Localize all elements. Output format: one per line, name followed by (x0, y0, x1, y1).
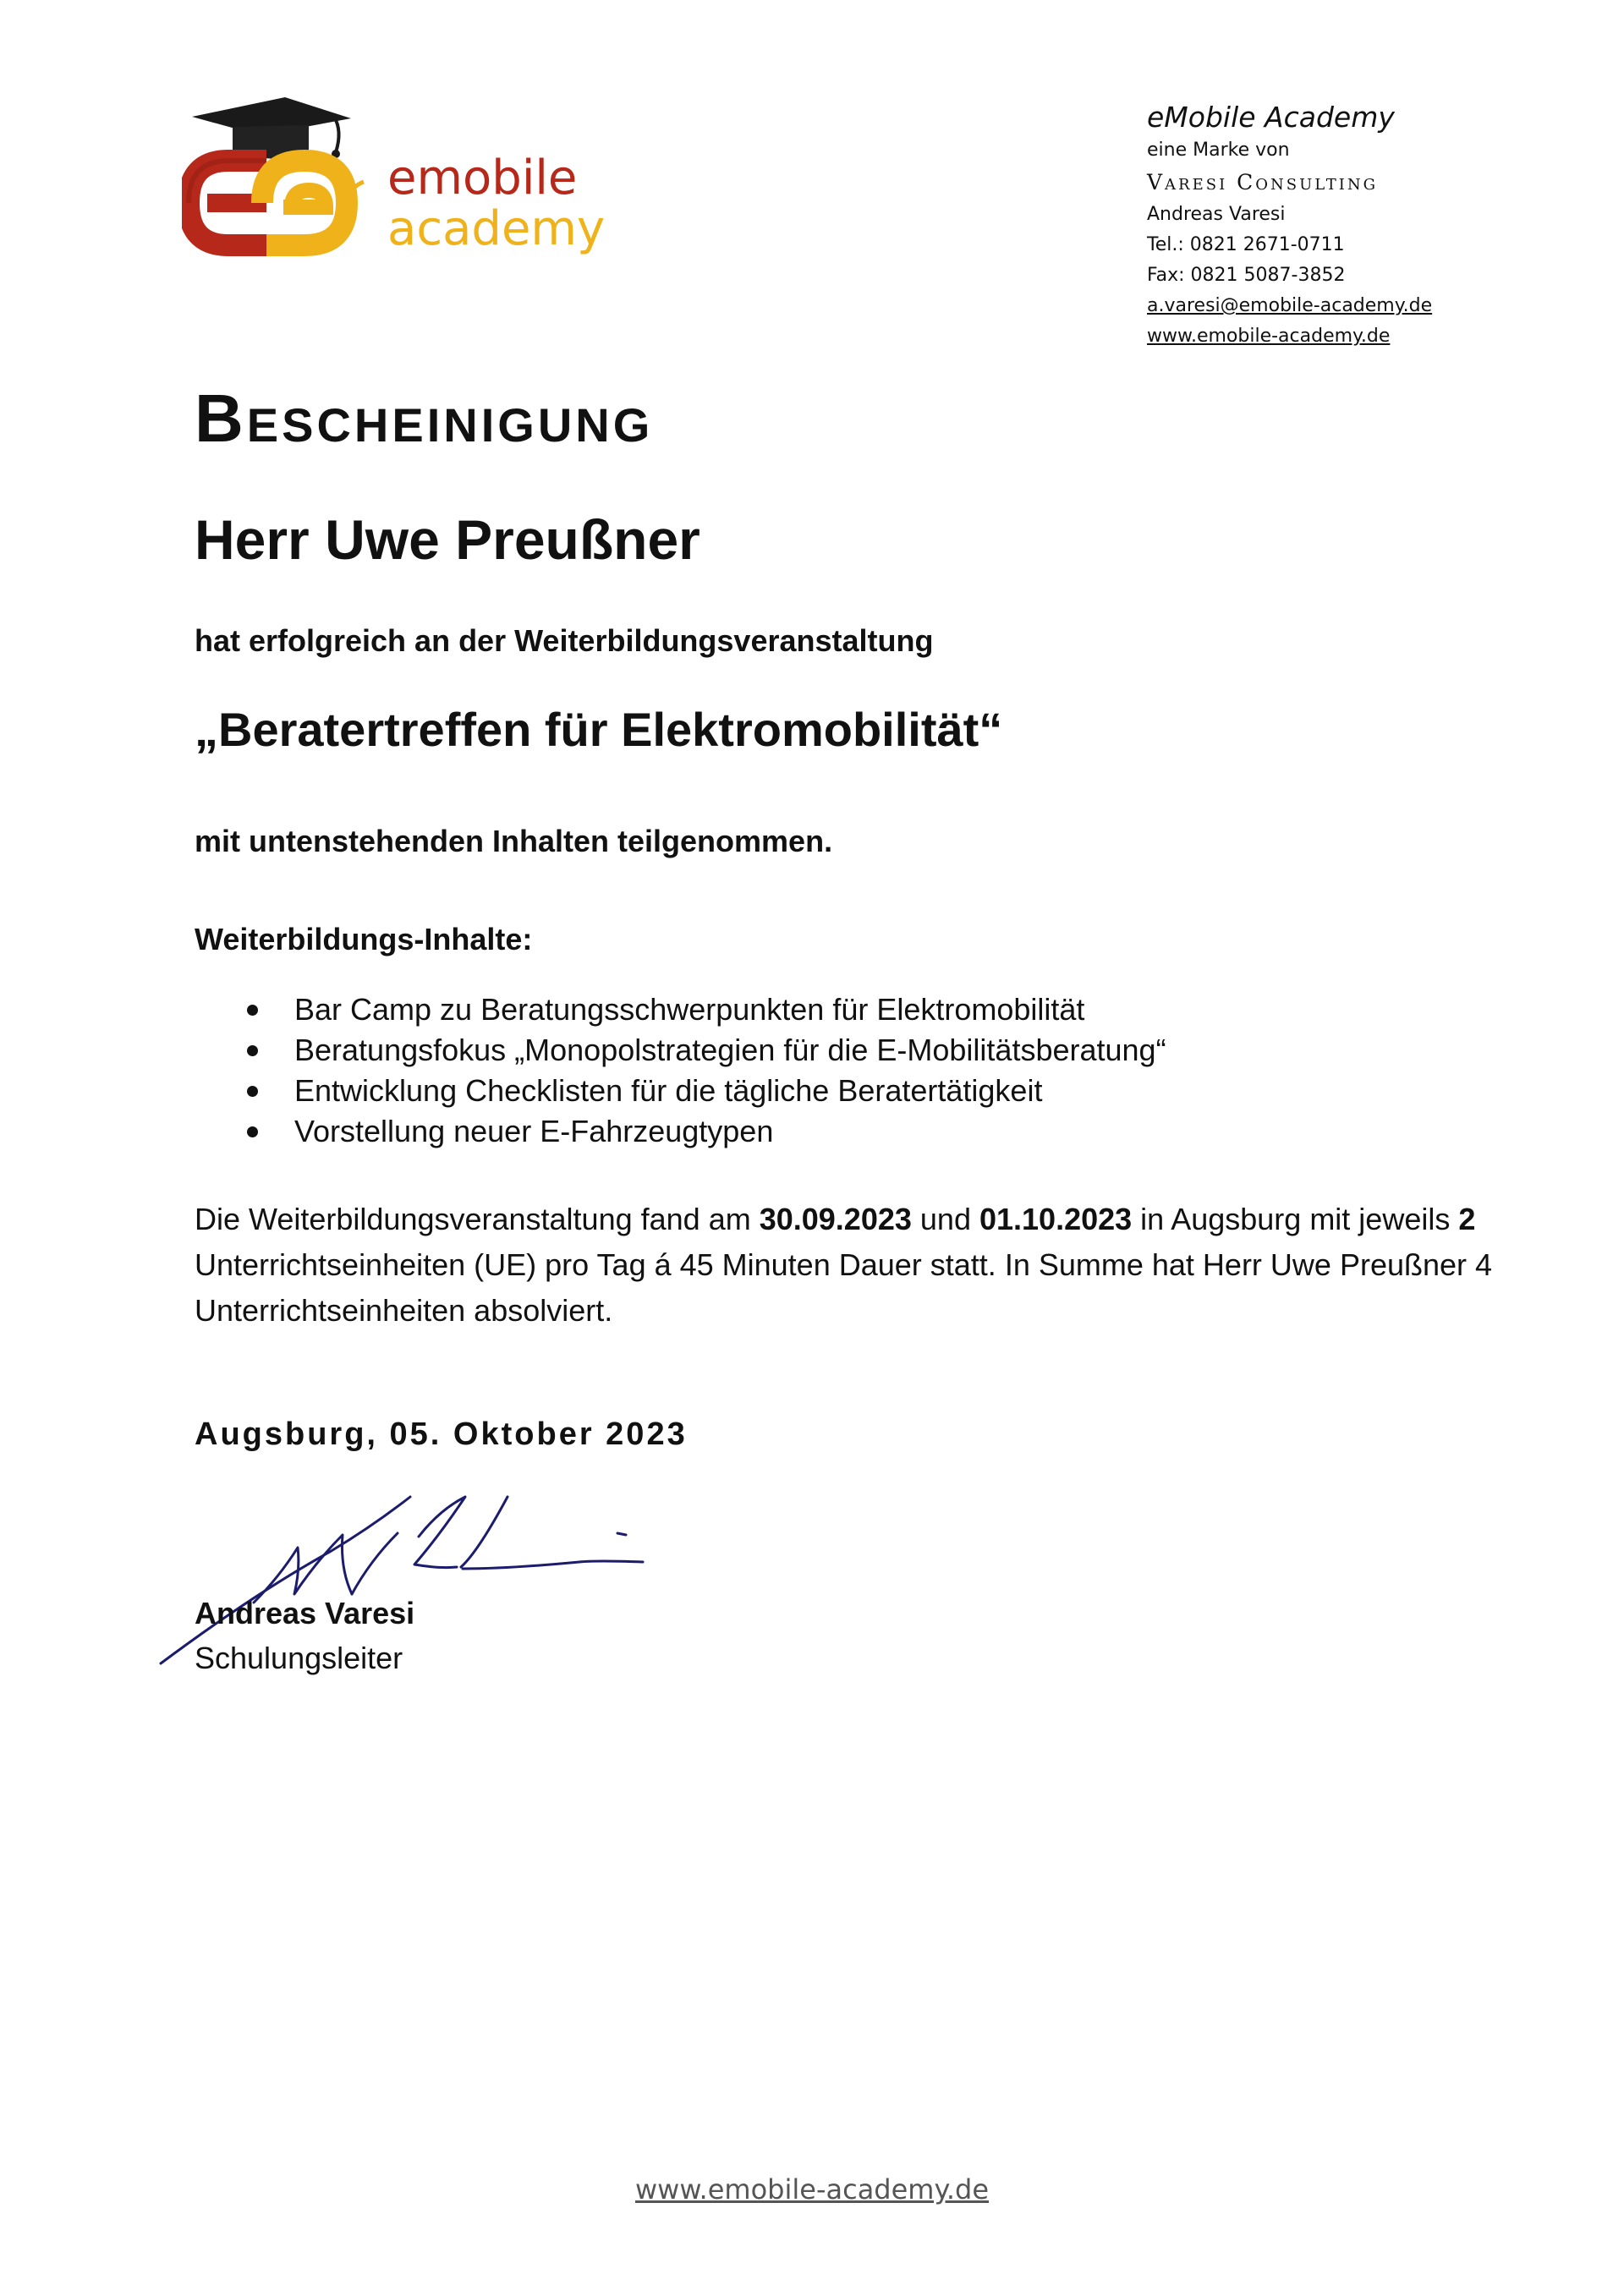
contents-list (195, 989, 1548, 1152)
intro-text: hat erfolgreich an der Weiterbildungsveranstaltung (195, 623, 934, 658)
sender-website-link[interactable]: www.emobile-academy.de (1147, 326, 1391, 347)
sender-brand: eMobile Academy (1147, 101, 1395, 134)
list-item: Entwicklung Checklisten für die tägliche Beratertätigkeit (195, 1071, 1548, 1111)
summary-date-2: 01.10.2023 (979, 1202, 1133, 1236)
graduation-cap-icon (192, 97, 351, 159)
sender-address-block (1147, 100, 1587, 352)
event-title: „Beratertreffen für Elektromobilität“ (195, 703, 1003, 756)
list-item: Bar Camp zu Beratungsschwerpunkten für Elektromobilität (195, 989, 1548, 1030)
sender-email-link[interactable]: a.varesi@emobile-academy.de (1147, 295, 1433, 316)
signature-image (152, 1467, 660, 1670)
signer-role: Schulungsleiter (195, 1641, 403, 1675)
summary-paragraph (195, 1197, 1506, 1334)
footer-website-link[interactable]: www.emobile-academy.de (634, 2173, 990, 2206)
summary-text: und (911, 1202, 979, 1236)
logo-line-academy: academy (387, 201, 606, 256)
recipient-name: Herr Uwe Preußner (195, 508, 700, 571)
list-item: Vorstellung neuer E-Fahrzeugtypen (195, 1111, 1548, 1152)
footer (0, 2173, 1624, 2206)
summary-text: Unterrichtseinheiten (UE) pro Tag á 45 Minuten Dauer statt. In Summe hat Herr Uwe Preußner 4 Unterrichtseinheiten absolviert. (195, 1247, 1493, 1328)
summary-date-1: 30.09.2023 (759, 1202, 912, 1236)
summary-units-per-day: 2 (1458, 1202, 1476, 1236)
place-and-date: Augsburg, 05. Oktober 2023 (195, 1417, 688, 1452)
sender-tel: Tel.: 0821 2671-0711 (1147, 234, 1345, 255)
logo-wordmark (387, 151, 606, 256)
summary-text: Die Weiterbildungsveranstaltung fand am (195, 1202, 760, 1236)
contents-heading: Weiterbildungs-Inhalte: (195, 922, 533, 956)
document-title: Bescheinigung (195, 381, 654, 456)
logo-line-emobile: emobile (387, 151, 578, 205)
sender-fax: Fax: 0821 5087-3852 (1147, 265, 1346, 286)
summary-text: in Augsburg mit jeweils (1132, 1202, 1459, 1236)
a-letter-icon (262, 161, 364, 245)
outro-text: mit untenstehenden Inhalten teilgenommen. (195, 824, 833, 858)
sender-company: Varesi Consulting (1147, 170, 1379, 195)
sender-brand-of: eine Marke von (1147, 140, 1290, 161)
list-item: Beratungsfokus „Monopolstrategien für die E-Mobilitätsberatung“ (195, 1030, 1548, 1071)
sender-person: Andreas Varesi (1147, 204, 1286, 225)
signer-name: Andreas Varesi (195, 1596, 415, 1630)
